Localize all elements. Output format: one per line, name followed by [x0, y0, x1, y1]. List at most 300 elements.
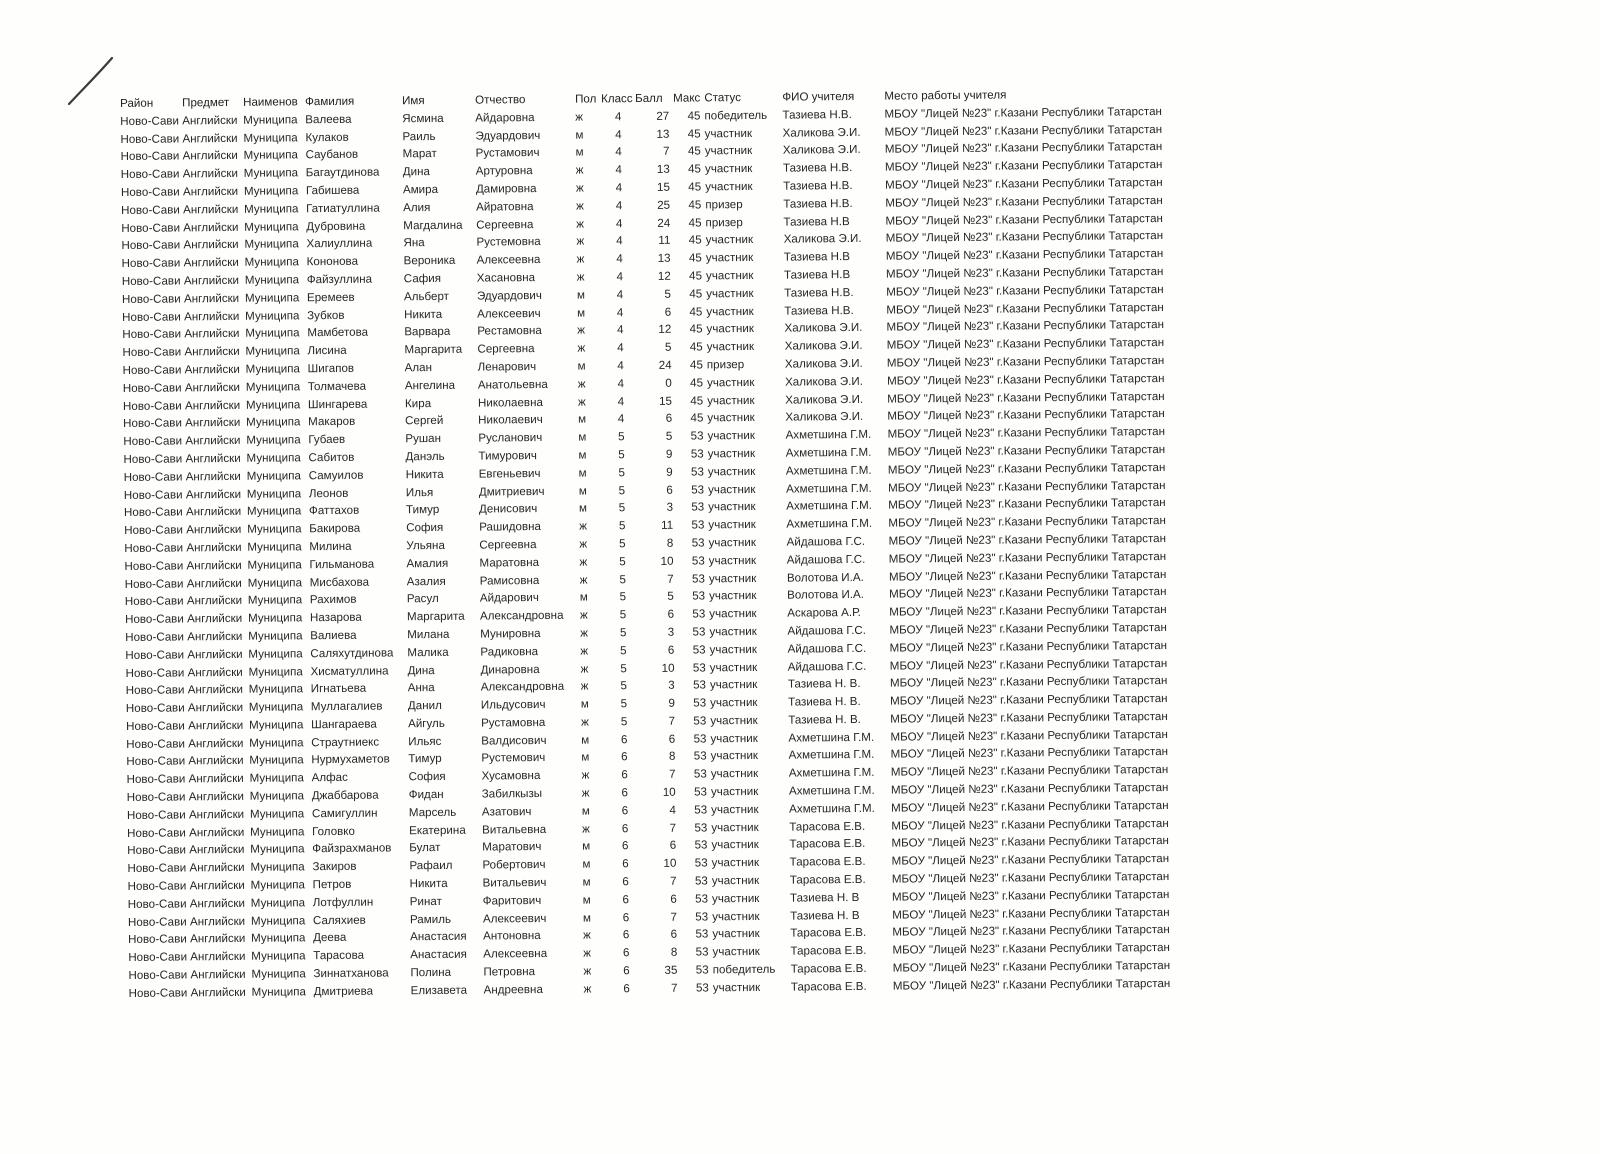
- status-cell: победитель: [704, 108, 768, 123]
- teacher-cell: Ахметшина Г.М.: [788, 730, 875, 745]
- gender-cell: м: [582, 839, 591, 854]
- workplace-cell: МБОУ "Лицей №23" г.Казани Республики Татарстан: [886, 371, 1165, 388]
- subject-cell: Английски: [182, 167, 239, 181]
- gender-cell: ж: [579, 573, 588, 587]
- gender-cell: м: [578, 466, 587, 480]
- score-cell: 15: [656, 180, 670, 194]
- score-cell: 10: [660, 554, 674, 568]
- teacher-cell: Тазиева Н. В.: [788, 695, 861, 709]
- stage-cell: Муниципа: [246, 469, 302, 483]
- max-score-cell: 45: [688, 233, 702, 247]
- subject-cell: Английски: [185, 451, 241, 466]
- gender-cell: ж: [575, 163, 584, 177]
- max-score-cell: 53: [694, 856, 708, 870]
- workplace-cell: МБОУ "Лицей №23" г.Казани Республики Татарстан: [887, 478, 1166, 495]
- raion-cell: Ново-Сави: [124, 612, 184, 627]
- workplace-cell: МБОУ "Лицей №23" г.Казани Республики Татарстан: [884, 158, 1163, 174]
- name-cell: Полина: [410, 965, 452, 980]
- raion-cell: Ново-Сави: [122, 309, 181, 324]
- stage-cell: Муниципа: [250, 824, 305, 839]
- workplace-cell: МБОУ "Лицей №23" г.Казани Республики Татарстан: [885, 264, 1164, 281]
- status-cell: участник: [712, 909, 760, 924]
- raion-cell: Ново-Сави: [128, 968, 188, 983]
- max-score-cell: 53: [695, 945, 709, 959]
- status-cell: участник: [710, 731, 758, 746]
- score-cell: 11: [661, 518, 674, 532]
- status-cell: участник: [708, 518, 756, 532]
- teacher-cell: Халикова Э.И.: [783, 232, 862, 247]
- grade-cell: 5: [618, 483, 626, 497]
- name-cell: Анна: [407, 681, 435, 695]
- patronymic-cell: Ильдусович: [480, 698, 546, 712]
- raion-cell: Ново-Сави: [127, 843, 187, 858]
- gender-cell: м: [582, 893, 591, 907]
- subject-cell: Английски: [188, 807, 245, 822]
- grade-cell: 6: [621, 786, 629, 800]
- gender-cell: ж: [583, 928, 591, 943]
- workplace-cell: МБОУ "Лицей №23" г.Казани Республики Татарстан: [888, 549, 1167, 566]
- grade-cell: 6: [621, 804, 629, 818]
- workplace-cell: МБОУ "Лицей №23" г.Казани Республики Татарстан: [886, 300, 1164, 317]
- results-table-wrap: [120, 85, 1193, 1003]
- teacher-cell: Тазиева Н.В: [783, 214, 850, 229]
- gender-cell: м: [576, 288, 585, 302]
- patronymic-cell: Тимурович: [478, 448, 537, 463]
- workplace-cell: МБОУ "Лицей №23" г.Казани Республики Татарстан: [892, 941, 1170, 957]
- raion-cell: Ново-Сави: [124, 594, 184, 609]
- name-cell: Илья: [405, 485, 434, 499]
- surname-cell: Милина: [309, 539, 352, 554]
- subject-cell: Английски: [184, 345, 240, 359]
- subject-cell: Английски: [185, 416, 241, 430]
- patronymic-cell: Валдисович: [481, 733, 547, 748]
- surname-cell: Деева: [313, 931, 347, 945]
- surname-cell: Бакирова: [309, 521, 361, 536]
- gender-cell: м: [577, 359, 586, 373]
- score-cell: 5: [665, 429, 673, 443]
- max-score-cell: 53: [690, 429, 704, 443]
- name-cell: Марсель: [408, 805, 457, 820]
- max-score-cell: 45: [690, 376, 704, 390]
- teacher-cell: Айдашова Г.С.: [786, 552, 866, 567]
- surname-cell: Мисбахова: [309, 575, 370, 589]
- score-cell: 25: [657, 198, 671, 212]
- score-cell: 27: [656, 109, 670, 123]
- gender-cell: м: [582, 857, 591, 871]
- name-cell: Сергей: [405, 414, 444, 428]
- surname-cell: Лотфуллин: [312, 895, 374, 910]
- workplace-cell: МБОУ "Лицей №23" г.Казани Республики Татарстан: [884, 122, 1163, 139]
- name-cell: Амалия: [406, 556, 449, 570]
- teacher-cell: Тарасова Е.В.: [789, 837, 866, 852]
- raion-cell: Ново-Сави: [128, 950, 188, 965]
- surname-cell: Саубанов: [305, 148, 359, 162]
- subject-cell: Английски: [186, 558, 242, 573]
- workplace-cell: МБОУ "Лицей №23" г.Казани Республики Татарстан: [890, 763, 1169, 779]
- surname-cell: Габишева: [305, 183, 360, 198]
- stage-cell: Муниципа: [244, 255, 299, 269]
- subject-cell: Английски: [188, 789, 244, 804]
- patronymic-cell: Динаровна: [480, 662, 540, 677]
- stage-cell: Муниципа: [243, 113, 298, 127]
- name-cell: Магдалина: [403, 218, 463, 232]
- max-score-cell: 45: [689, 269, 703, 283]
- gender-cell: м: [575, 145, 584, 160]
- gender-cell: м: [582, 911, 591, 925]
- raion-cell: Ново-Сави: [123, 434, 183, 449]
- table-body: [120, 103, 1193, 1003]
- workplace-cell: МБОУ "Лицей №23" г.Казани Республики Татарстан: [886, 318, 1165, 335]
- workplace-cell: МБОУ "Лицей №23" г.Казани Республики Татарстан: [892, 923, 1170, 940]
- surname-cell: Хисматуллина: [310, 663, 389, 678]
- score-cell: 13: [656, 162, 670, 177]
- status-cell: участник: [712, 945, 760, 959]
- patronymic-cell: Радиковна: [480, 644, 539, 659]
- grade-cell: 6: [623, 964, 630, 978]
- status-cell: участник: [709, 642, 758, 657]
- name-cell: Дина: [407, 663, 435, 677]
- name-cell: Ангелина: [404, 378, 456, 393]
- status-cell: участник: [708, 482, 756, 496]
- status-cell: участник: [707, 446, 756, 461]
- surname-cell: Назарова: [309, 610, 362, 625]
- status-cell: участник: [706, 340, 755, 354]
- raion-cell: Ново-Сави: [127, 879, 187, 894]
- score-cell: 10: [663, 856, 677, 871]
- patronymic-cell: Андреевна: [483, 982, 543, 997]
- stage-cell: Муниципа: [248, 646, 303, 661]
- surname-cell: Шингарева: [307, 397, 368, 411]
- grade-cell: 6: [621, 768, 628, 782]
- name-cell: Екатерина: [409, 823, 466, 837]
- max-score-cell: 53: [691, 536, 705, 550]
- score-cell: 7: [663, 145, 670, 159]
- results-table: [120, 85, 1193, 1003]
- status-cell: призер: [706, 357, 745, 372]
- teacher-cell: Ахметшина Г.М.: [786, 499, 872, 513]
- score-cell: 13: [656, 127, 670, 141]
- max-score-cell: 53: [695, 981, 709, 995]
- workplace-cell: МБОУ "Лицей №23" г.Казани Республики Татарстан: [889, 620, 1167, 637]
- status-cell: участник: [711, 802, 759, 817]
- raion-cell: Ново-Сави: [127, 826, 186, 840]
- header-cell: Статус: [704, 91, 742, 105]
- raion-cell: Ново-Сави: [127, 915, 187, 929]
- patronymic-cell: Витальевна: [482, 822, 547, 837]
- score-cell: 13: [657, 251, 671, 266]
- header-cell: Макс: [672, 91, 701, 105]
- workplace-cell: МБОУ "Лицей №23" г.Казани Республики Татарстан: [885, 229, 1164, 246]
- stage-cell: Муниципа: [250, 913, 306, 928]
- name-cell: Данил: [407, 699, 442, 713]
- workplace-cell: МБОУ "Лицей №23" г.Казани Республики Татарстан: [885, 175, 1163, 192]
- raion-cell: Ново-Сави: [121, 256, 181, 271]
- name-cell: Никита: [404, 307, 443, 321]
- teacher-cell: Тазиева Н.В.: [782, 107, 852, 122]
- workplace-cell: МБОУ "Лицей №23" г.Казани Республики Татарстан: [885, 211, 1163, 228]
- max-score-cell: 53: [694, 874, 708, 888]
- patronymic-cell: Александровна: [479, 608, 564, 623]
- name-cell: Алия: [403, 200, 431, 215]
- grade-cell: 4: [616, 305, 624, 319]
- teacher-cell: Халикова Э.И.: [784, 339, 863, 353]
- grade-cell: 4: [617, 359, 624, 373]
- stage-cell: Муниципа: [247, 540, 302, 554]
- name-cell: Яна: [403, 236, 425, 250]
- teacher-cell: Аскарова А.Р.: [787, 606, 861, 620]
- patronymic-cell: Рустамович: [475, 146, 540, 160]
- stage-cell: Муниципа: [248, 629, 303, 643]
- name-cell: Рамиль: [409, 912, 452, 926]
- stage-cell: Муниципа: [246, 433, 301, 447]
- max-score-cell: 45: [687, 109, 701, 123]
- patronymic-cell: Хусамовна: [481, 769, 541, 783]
- gender-cell: м: [582, 875, 591, 889]
- name-cell: Тимур: [405, 503, 440, 517]
- surname-cell: Валиева: [310, 628, 357, 643]
- name-cell: Анастасия: [410, 947, 467, 962]
- status-cell: участник: [710, 749, 759, 763]
- subject-cell: Английски: [182, 149, 238, 163]
- subject-cell: Английски: [190, 967, 246, 982]
- surname-cell: Головко: [312, 824, 355, 838]
- header-cell: Класс: [600, 92, 633, 106]
- surname-cell: Шигапов: [307, 361, 355, 376]
- grade-cell: 4: [615, 181, 623, 195]
- max-score-cell: 53: [694, 821, 708, 835]
- subject-cell: Английски: [183, 202, 239, 217]
- patronymic-cell: Ленарович: [477, 359, 537, 374]
- surname-cell: Валеева: [305, 112, 352, 127]
- name-cell: Малика: [407, 645, 449, 659]
- teacher-cell: Тарасова Е.В.: [790, 961, 867, 976]
- status-cell: участник: [706, 286, 754, 301]
- gender-cell: ж: [579, 555, 588, 569]
- raion-cell: Ново-Сави: [120, 167, 180, 182]
- surname-cell: Толмачева: [307, 379, 367, 393]
- workplace-cell: МБОУ "Лицей №23" г.Казани Республики Татарстан: [887, 389, 1165, 406]
- status-cell: участник: [711, 856, 760, 870]
- subject-cell: Английски: [188, 736, 244, 751]
- name-cell: Азалия: [406, 574, 446, 588]
- score-cell: 6: [667, 643, 675, 657]
- grade-cell: 6: [621, 821, 629, 835]
- name-cell: Алан: [404, 360, 433, 375]
- name-cell: Маргарита: [406, 609, 465, 624]
- workplace-cell: МБОУ "Лицей №23" г.Казани Республики Татарстан: [887, 425, 1166, 441]
- surname-cell: Тарасова: [313, 948, 365, 963]
- surname-cell: Алфас: [311, 771, 348, 785]
- score-cell: 9: [666, 465, 673, 479]
- subject-cell: Английски: [186, 576, 242, 590]
- workplace-cell: МБОУ "Лицей №23" г.Казани Республики Татарстан: [887, 407, 1165, 423]
- workplace-cell: МБОУ "Лицей №23" г.Казани Республики Татарстан: [889, 674, 1168, 690]
- grade-cell: 6: [621, 839, 629, 853]
- patronymic-cell: Айдарович: [479, 591, 539, 605]
- surname-cell: Багаутдинова: [305, 165, 380, 180]
- raion-cell: Ново-Сави: [124, 576, 184, 591]
- subject-cell: Английски: [189, 825, 245, 840]
- gender-cell: м: [581, 804, 590, 818]
- raion-cell: Ново-Сави: [126, 790, 186, 805]
- grade-cell: 6: [620, 732, 628, 746]
- raion-cell: Ново-Сави: [121, 274, 181, 288]
- grade-cell: 4: [614, 109, 622, 124]
- workplace-cell: МБОУ "Лицей №23" г.Казани Республики Татарстан: [892, 959, 1171, 975]
- stage-cell: Муниципа: [244, 273, 300, 287]
- max-score-cell: 53: [691, 571, 705, 586]
- patronymic-cell: Забилкызы: [481, 787, 543, 801]
- subject-cell: Английски: [189, 878, 245, 893]
- patronymic-cell: Анатольевна: [477, 377, 548, 392]
- stage-cell: Муниципа: [243, 184, 299, 198]
- surname-cell: Мамбетова: [307, 325, 369, 340]
- status-cell: победитель: [712, 962, 776, 977]
- grade-cell: 5: [618, 430, 625, 444]
- patronymic-cell: Александровна: [480, 680, 565, 694]
- gender-cell: ж: [582, 822, 590, 836]
- surname-cell: Игнатьева: [310, 681, 367, 696]
- workplace-cell: МБОУ "Лицей №23" г.Казани Республики Татарстан: [888, 496, 1166, 512]
- patronymic-cell: Николаевна: [477, 395, 543, 410]
- status-cell: участник: [706, 322, 754, 336]
- gender-cell: ж: [577, 395, 586, 409]
- workplace-cell: МБОУ "Лицей №23" г.Казани Республики Татарстан: [892, 905, 1170, 922]
- patronymic-cell: Артуровна: [475, 164, 533, 178]
- score-cell: 0: [665, 376, 672, 390]
- name-cell: Варвара: [404, 325, 451, 339]
- subject-cell: Английски: [184, 327, 240, 341]
- subject-cell: Английски: [185, 434, 241, 448]
- gender-cell: ж: [583, 964, 592, 978]
- raion-cell: Ново-Сави: [127, 897, 187, 911]
- raion-cell: Ново-Сави: [121, 203, 180, 217]
- subject-cell: Английски: [185, 469, 241, 484]
- gender-cell: м: [575, 128, 584, 142]
- max-score-cell: 45: [689, 322, 703, 336]
- subject-cell: Английски: [186, 522, 242, 537]
- name-cell: София: [408, 770, 446, 784]
- patronymic-cell: Мунировна: [480, 626, 541, 641]
- subject-cell: Английски: [186, 540, 242, 555]
- gender-cell: ж: [581, 786, 590, 800]
- gender-cell: ж: [581, 768, 590, 782]
- patronymic-cell: Денисович: [478, 502, 538, 516]
- header-cell: Фамилия: [305, 94, 355, 109]
- gender-cell: м: [581, 733, 590, 747]
- workplace-cell: МБОУ "Лицей №23" г.Казани Республики Татарстан: [884, 140, 1163, 157]
- workplace-cell: МБОУ "Лицей №23" г.Казани Республики Татарстан: [884, 104, 1162, 121]
- patronymic-cell: Маратовна: [479, 555, 540, 570]
- teacher-cell: Халикова Э.И.: [785, 410, 864, 424]
- stage-cell: Муниципа: [244, 291, 300, 305]
- raion-cell: Ново-Сави: [122, 363, 182, 377]
- status-cell: участник: [711, 838, 759, 852]
- subject-cell: Английски: [190, 985, 246, 1000]
- teacher-cell: Айдашова Г.С.: [787, 641, 867, 656]
- grade-cell: 5: [620, 661, 627, 675]
- name-cell: Милана: [407, 627, 450, 642]
- gender-cell: ж: [577, 341, 586, 355]
- score-cell: 7: [669, 821, 677, 835]
- max-score-cell: 53: [690, 465, 704, 479]
- teacher-cell: Халикова Э.И.: [785, 392, 864, 407]
- subject-cell: Английски: [184, 309, 240, 323]
- stage-cell: Муниципа: [246, 504, 302, 519]
- status-cell: участник: [709, 624, 757, 639]
- raion-cell: Ново-Сави: [120, 185, 180, 199]
- patronymic-cell: Рамисовна: [479, 573, 540, 588]
- gender-cell: ж: [579, 608, 588, 622]
- grade-cell: 6: [623, 981, 630, 996]
- teacher-cell: Халикова Э.И.: [784, 356, 863, 371]
- name-cell: Ульяна: [406, 538, 445, 553]
- header-cell: Балл: [634, 91, 663, 106]
- grade-cell: 5: [619, 590, 627, 604]
- teacher-cell: Волотова И.А.: [786, 570, 864, 585]
- status-cell: участник: [711, 891, 760, 906]
- score-cell: 5: [664, 340, 672, 354]
- gender-cell: м: [578, 501, 588, 515]
- surname-cell: Муллагалиев: [310, 699, 383, 714]
- gender-cell: м: [578, 448, 587, 462]
- grade-cell: 5: [619, 554, 626, 568]
- gender-cell: ж: [576, 270, 585, 284]
- workplace-cell: МБОУ "Лицей №23" г.Казани Республики Татарстан: [887, 442, 1166, 459]
- status-cell: участник: [706, 304, 754, 318]
- header-cell: Место работы учителя: [884, 88, 1007, 103]
- raion-cell: Ново-Сави: [126, 808, 186, 822]
- gender-cell: ж: [580, 644, 589, 658]
- name-cell: Амира: [402, 182, 439, 197]
- stage-cell: Муниципа: [247, 593, 303, 608]
- teacher-cell: Халикова Э.И.: [782, 125, 861, 140]
- subject-cell: Английски: [190, 932, 246, 946]
- stage-cell: Муниципа: [246, 415, 301, 430]
- max-score-cell: 53: [693, 767, 707, 781]
- patronymic-cell: Алексеевич: [482, 911, 547, 926]
- score-cell: 6: [664, 305, 672, 319]
- score-cell: 6: [667, 607, 675, 621]
- grade-cell: 5: [618, 448, 625, 462]
- name-cell: Сафия: [403, 271, 442, 286]
- teacher-cell: Тарасова Е.В.: [789, 819, 866, 834]
- teacher-cell: Тазиева Н.В.: [783, 178, 853, 193]
- score-cell: 8: [666, 536, 674, 550]
- teacher-cell: Тарасова Е.В.: [790, 979, 867, 994]
- grade-cell: 5: [620, 643, 627, 657]
- subject-cell: Английски: [182, 113, 238, 128]
- subject-cell: Английски: [183, 291, 240, 306]
- surname-cell: Макаров: [308, 415, 356, 429]
- raion-cell: Ново-Сави: [122, 345, 182, 360]
- name-cell: Рафаил: [409, 859, 453, 873]
- raion-cell: Ново-Сави: [124, 559, 184, 573]
- workplace-cell: МБОУ "Лицей №23" г.Казани Республики Татарстан: [890, 692, 1168, 708]
- teacher-cell: Тарасова Е.В.: [790, 926, 867, 941]
- subject-cell: Английски: [187, 683, 243, 697]
- name-cell: Анастасия: [410, 930, 467, 944]
- surname-cell: Петров: [312, 877, 352, 892]
- surname-cell: Страутниекс: [311, 735, 380, 749]
- name-cell: Айгуль: [407, 716, 445, 731]
- surname-cell: Леонов: [308, 486, 349, 500]
- subject-cell: Английски: [189, 861, 245, 875]
- teacher-cell: Ахметшина Г.М.: [785, 463, 872, 478]
- surname-cell: Файзуллина: [306, 272, 373, 287]
- workplace-cell: МБОУ "Лицей №23" г.Казани Республики Татарстан: [889, 656, 1168, 673]
- gender-cell: ж: [579, 519, 587, 533]
